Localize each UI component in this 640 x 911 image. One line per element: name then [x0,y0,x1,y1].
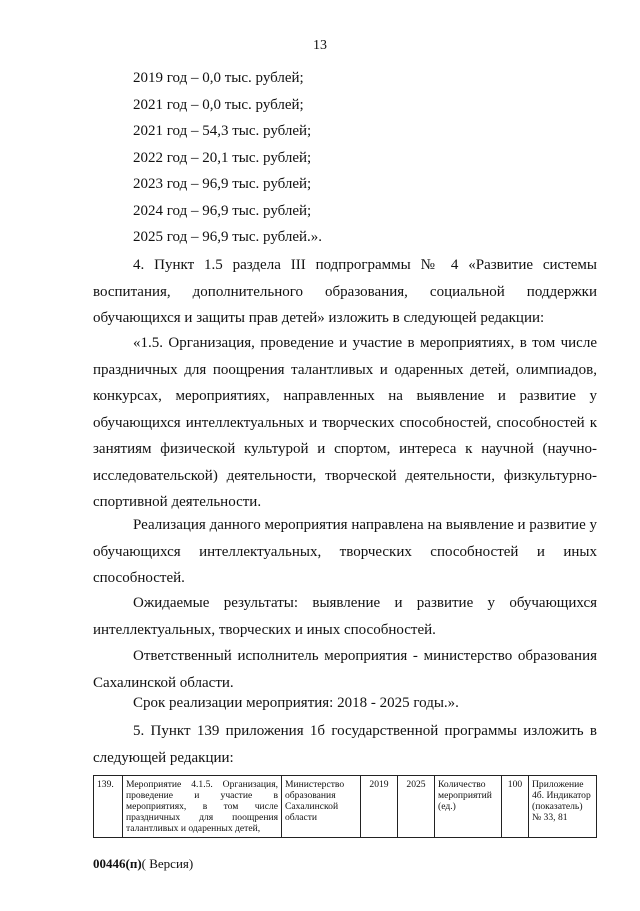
paragraph-item-5 [93,718,597,771]
budget-line: 2022 год – 20,1 тыс. рублей; [133,150,312,166]
text-line: спортивной деятельности. [93,494,262,510]
paragraph-term [93,690,597,717]
table-cell-reference: Приложение 4б. Индикатор (показатель) № 33, 81 [529,776,597,838]
text-line: Сахалинской области. [93,674,234,691]
budget-line: 2021 год – 0,0 тыс. рублей; [133,97,304,113]
table-cell-year-end: 2025 [398,776,435,838]
budget-line: 2024 год – 96,9 тыс. рублей; [133,203,312,219]
text-line: «1.5. Организация, проведение и участие в мероприятиях, в том числе [133,335,597,351]
table-cell-event: Мероприятие 4.1.5. Организация, проведение и участие в мероприятиях, в том числе праздничных для поощрения талантливых и одаренных детей, [123,776,282,838]
text-line: Ожидаемые результаты: выявление и развитие у обучающихся [133,595,597,611]
version-label: ( Версия) [141,856,194,871]
budget-line: 2023 год – 96,9 тыс. рублей; [133,176,312,192]
paragraph-point-1-5 [93,330,597,516]
table-cell-indicator: Количество мероприятий (ед.) [435,776,502,838]
text-line: конкурсах, мероприятиях, направленных на выявление и развитие у [93,388,597,404]
paragraph-responsible [93,643,597,696]
table-row [94,776,597,838]
text-line: праздничных для поощрения талантливых и одаренных детей, олимпиадов, [93,361,597,378]
program-table [93,775,597,838]
footer-version [93,856,193,872]
paragraph-item-4 [93,252,597,332]
text-line: 5. Пункт 139 приложения 1б государственной программы изложить в [133,723,597,739]
budget-line: 2025 год – 96,9 тыс. рублей.». [133,229,323,245]
table-cell-value: 100 [502,776,529,838]
table-cell-executor: Министерство образования Сахалинской области [282,776,361,838]
paragraph-realization [93,512,597,592]
table-cell-year-start: 2019 [361,776,398,838]
text-line: Срок реализации мероприятия: 2018 - 2025 годы.». [133,695,459,711]
text-line: обучающихся интеллектуальных, творческих способностей и иных [93,543,597,560]
budget-line: 2019 год – 0,0 тыс. рублей; [133,70,304,86]
text-line: Реализация данного мероприятия направлена на выявление и развитие у [133,517,597,533]
text-line: следующей редакции: [93,749,234,766]
text-line: 4. Пункт 1.5 раздела III подпрограммы № 4 «Развитие системы [133,257,597,273]
text-line: способностей. [93,570,185,586]
table-cell-num: 139. [94,776,123,838]
text-line: воспитания, дополнительного образования, социальной поддержки [93,283,597,300]
document-code: 00446(п) [93,856,142,871]
text-line: исследовательской) деятельности, творческой деятельности, физкультурно- [93,467,597,484]
text-line: интеллектуальных, творческих и иных способностей. [93,621,436,638]
text-line: обучающихся интеллектуальных и творческих способностей, способностей к [93,414,597,431]
text-line: занятиям физической культурой и спортом, интереса к научной (научно- [93,441,597,457]
text-line: обучающихся и защиты прав детей» изложить в следующей редакции: [93,310,545,326]
paragraph-expected-results [93,590,597,643]
text-line: Ответственный исполнитель мероприятия - министерство образования [133,648,597,664]
page-number: 13 [313,38,327,53]
budget-line: 2021 год – 54,3 тыс. рублей; [133,123,312,139]
